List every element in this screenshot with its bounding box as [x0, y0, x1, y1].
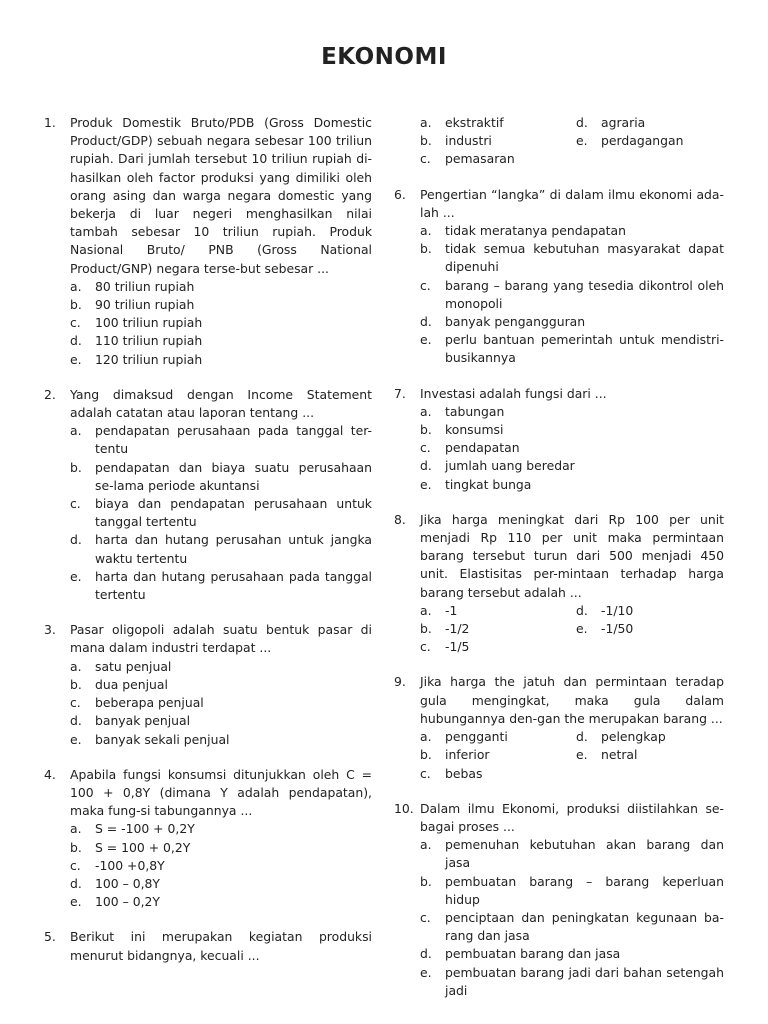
answer-option: [70, 676, 372, 694]
option-text: 120 triliun rupiah: [95, 351, 203, 367]
answer-option: [576, 728, 666, 746]
right-column: [394, 114, 724, 1000]
answer-option: [420, 620, 576, 638]
question-number: 3.: [44, 622, 56, 638]
option-letter: b.: [70, 459, 82, 475]
option-text: jumlah uang beredar: [445, 458, 575, 474]
question-5: [44, 928, 372, 964]
option-letter: b.: [420, 241, 432, 257]
answer-option: [70, 875, 372, 893]
question-stem: [394, 800, 724, 836]
option-letter: a.: [420, 115, 432, 130]
option-letter: d.: [420, 314, 432, 330]
option-text: S = 100 + 0,2Y: [95, 839, 191, 855]
question-stem: [394, 511, 724, 602]
option-letter: a.: [70, 821, 82, 837]
option-letter: c.: [420, 440, 431, 456]
option-text: -100 +0,8Y: [95, 857, 165, 873]
question-7: [394, 385, 724, 494]
answer-option-row: [420, 728, 724, 746]
option-letter: c.: [420, 277, 431, 293]
option-text: 100 – 0,2Y: [95, 894, 160, 910]
question-number: 6.: [394, 186, 406, 202]
answer-option: [70, 296, 372, 314]
answer-option: [576, 132, 683, 150]
option-letter: a.: [420, 223, 432, 239]
option-letter: e.: [576, 621, 588, 637]
option-letter: a.: [420, 729, 432, 745]
question-number: 9.: [394, 674, 406, 690]
option-letter: c.: [70, 695, 81, 711]
option-text: konsumsi: [445, 422, 504, 438]
question-number: 4.: [44, 766, 56, 782]
option-letter: e.: [576, 133, 588, 149]
answer-option: [576, 620, 633, 638]
answer-option: [420, 728, 576, 746]
question-stem: [394, 673, 724, 728]
answer-option: [70, 314, 372, 332]
answer-option: [70, 531, 372, 567]
question-text: Jika harga meningkat dari Rp 100 per unit menjadi Rp 110 per unit maka permintaan barang tersebut turun dari 500 menjadi 450 unit. Elastisitas per-mintaan terhadap harga barang tersebut adalah ...: [420, 511, 724, 600]
option-letter: d.: [420, 458, 432, 474]
answer-option: [70, 332, 372, 350]
answer-option: [420, 638, 576, 656]
answer-option: [420, 964, 724, 1000]
option-text: banyak pengangguran: [445, 314, 586, 330]
answer-option: [420, 476, 724, 494]
answer-option: [576, 638, 601, 656]
answer-option-row: [420, 620, 724, 638]
answer-option: [420, 945, 724, 963]
option-letter: c.: [420, 765, 431, 781]
option-letter: e.: [70, 568, 82, 584]
question-number: 7.: [394, 385, 406, 401]
option-letter: a.: [70, 658, 82, 674]
question-stem: [394, 186, 724, 222]
option-letter: c.: [420, 639, 431, 655]
option-text: 110 triliun rupiah: [95, 333, 203, 349]
option-letter: d.: [70, 532, 82, 548]
answer-option: [420, 873, 724, 909]
question-2: [44, 386, 372, 604]
answer-option: [420, 240, 724, 276]
option-letter: a.: [70, 423, 82, 439]
question-text: Yang dimaksud dengan Income Statement adalah catatan atau laporan tentang ...: [70, 386, 372, 421]
option-text: biaya dan pendapatan perusahaan untuk tanggal tertentu: [95, 496, 372, 530]
answer-option: [70, 495, 372, 531]
option-letter: e.: [420, 964, 432, 980]
question-number: 5.: [44, 929, 56, 945]
option-text: pendapatan dan biaya suatu perusahaan se-lama periode akuntansi: [95, 459, 372, 493]
answer-option: [420, 836, 724, 872]
option-text: pembuatan barang – barang keperluan hidup: [445, 873, 724, 907]
option-text: 80 triliun rupiah: [95, 278, 195, 294]
option-letter: d.: [576, 115, 588, 130]
option-text: banyak sekali penjual: [95, 731, 230, 747]
option-text: netral: [601, 747, 638, 763]
option-text: tabungan: [445, 403, 505, 419]
option-text: industri: [445, 133, 492, 149]
answer-option: [420, 114, 576, 132]
question-stem: [44, 386, 372, 422]
option-letter: a.: [70, 278, 82, 294]
option-text: ekstraktif: [445, 115, 504, 130]
option-letter: e.: [70, 351, 82, 367]
question-5-options: [394, 114, 724, 169]
option-text: barang – barang yang tesedia dikontrol oleh monopoli: [445, 277, 724, 311]
option-text: beberapa penjual: [95, 695, 204, 711]
answer-option-row: [420, 114, 724, 132]
question-text: Jika harga the jatuh dan permintaan teradap gula mengingkat, maka gula dalam hubungannya den-gan the merupakan barang ...: [420, 674, 724, 726]
option-letter: b.: [70, 297, 82, 313]
option-text: perlu bantuan pemerintah untuk mendistri-busikannya: [445, 332, 724, 366]
option-text: pembuatan barang jadi dari bahan setengah jadi: [445, 964, 724, 998]
question-text: Produk Domestik Bruto/PDB (Gross Domestic Product/GDP) sebuah negara sebesar 100 triliun rupiah. Dari jumlah tersebut 10 triliun rupiah di-hasilkan oleh factor produksi yang dimiliki oleh orang asing dan warga negara domestic yang bekerja di luar negeri menghasilkan nilai tambah sebesar 10 triliun rupiah. Produk Nasional Bruto/ PNB (Gross National Product/GNP) negara terse-but sebesar ...: [70, 115, 372, 276]
answer-option: [576, 765, 601, 783]
option-text: 90 triliun rupiah: [95, 297, 195, 313]
question-text: Pasar oligopoli adalah suatu bentuk pasar di mana dalam industri terdapat ...: [70, 622, 372, 656]
option-letter: a.: [420, 837, 432, 853]
answer-option: [420, 439, 724, 457]
option-letter: c.: [70, 315, 81, 331]
answer-option: [420, 277, 724, 313]
option-text: pengganti: [445, 729, 508, 745]
option-letter: [576, 638, 601, 656]
option-text: pendapatan: [445, 440, 520, 456]
option-letter: d.: [576, 602, 588, 618]
option-letter: b.: [420, 133, 432, 149]
answer-option: [420, 132, 576, 150]
question-text: Dalam ilmu Ekonomi, produksi diistilahkan se-bagai proses ...: [420, 800, 724, 834]
option-text: -1: [445, 602, 458, 618]
option-letter: e.: [576, 747, 588, 763]
question-stem: [394, 385, 724, 403]
option-letter: [576, 765, 601, 783]
answer-option-row: [420, 746, 724, 764]
question-text: Apabila fungsi konsumsi ditunjukkan oleh C = 100 + 0,8Y (dimana Y adalah pendapatan), maka fung-si tabungannya ...: [70, 766, 372, 819]
option-text: -1/10: [601, 602, 634, 618]
answer-option-row: [420, 132, 724, 150]
question-number: 1.: [44, 115, 56, 130]
answer-option: [70, 459, 372, 495]
question-8: [394, 511, 724, 657]
answer-option: [420, 457, 724, 475]
option-letter: [576, 150, 601, 168]
option-text: 100 – 0,8Y: [95, 875, 160, 891]
option-text: pemenuhan kebutuhan akan barang dan jasa: [445, 837, 724, 871]
option-letter: a.: [420, 403, 432, 419]
answer-option-row: [420, 602, 724, 620]
option-text: penciptaan dan peningkatan kegunaan ba-rang dan jasa: [445, 909, 724, 944]
answer-option: [420, 602, 576, 620]
answer-option: [576, 150, 601, 168]
answer-option: [420, 150, 576, 168]
option-letter: b.: [420, 747, 432, 763]
answer-option: [70, 820, 372, 838]
page-title: EKONOMI: [321, 44, 447, 70]
answer-option: [420, 403, 724, 421]
answer-option: [70, 351, 372, 369]
option-text: 100 triliun rupiah: [95, 315, 203, 331]
answer-option-row: [420, 638, 724, 656]
answer-option: [420, 331, 724, 367]
option-letter: b.: [70, 676, 82, 692]
question-text: Berikut ini merupakan kegiatan produksi menurut bidangnya, kecuali ...: [70, 929, 372, 963]
question-stem: [44, 621, 372, 657]
option-text: inferior: [445, 747, 490, 763]
option-text: S = -100 + 0,2Y: [95, 821, 195, 837]
question-number: 8.: [394, 511, 406, 527]
question-10: [394, 800, 724, 1000]
option-text: pemasaran: [445, 151, 515, 167]
answer-option: [576, 746, 637, 764]
answer-option: [70, 712, 372, 730]
option-text: harta dan hutang perusahan untuk jangka waktu tertentu: [95, 532, 372, 566]
answer-option: [420, 222, 724, 240]
option-text: -1/50: [601, 621, 634, 637]
question-4: [44, 766, 372, 912]
option-text: tingkat bunga: [445, 476, 532, 492]
answer-option: [70, 422, 372, 458]
question-number: 2.: [44, 386, 56, 402]
option-letter: d.: [70, 713, 82, 729]
option-letter: e.: [420, 476, 432, 492]
option-text: tidak semua kebutuhan masyarakat dapat dipenuhi: [445, 241, 724, 275]
question-3: [44, 621, 372, 748]
option-text: satu penjual: [95, 658, 172, 674]
answer-option: [70, 731, 372, 749]
answer-option: [70, 568, 372, 604]
question-stem: [44, 114, 372, 278]
option-text: dua penjual: [95, 676, 168, 692]
option-text: harta dan hutang perusahaan pada tanggal tertentu: [95, 568, 372, 603]
answer-option: [576, 602, 633, 620]
option-text: agraria: [601, 115, 646, 130]
answer-option: [70, 278, 372, 296]
answer-option: [420, 313, 724, 331]
option-letter: b.: [420, 422, 432, 438]
option-letter: c.: [420, 909, 431, 925]
answer-option: [70, 694, 372, 712]
question-1: [44, 114, 372, 369]
question-9: [394, 673, 724, 782]
answer-option: [70, 893, 372, 911]
option-text: -1/5: [445, 639, 470, 655]
option-letter: e.: [70, 894, 82, 910]
left-column: [44, 114, 372, 965]
answer-option-row: [420, 150, 724, 168]
option-letter: b.: [70, 839, 82, 855]
option-letter: d.: [576, 729, 588, 745]
option-text: pembuatan barang dan jasa: [445, 946, 621, 962]
option-letter: d.: [70, 875, 82, 891]
option-letter: b.: [420, 873, 432, 889]
answer-option: [420, 765, 576, 783]
answer-option: [70, 658, 372, 676]
option-text: tidak meratanya pendapatan: [445, 223, 626, 239]
option-text: bebas: [445, 765, 483, 781]
question-stem: [44, 766, 372, 821]
option-text: banyak penjual: [95, 713, 191, 729]
option-letter: b.: [420, 621, 432, 637]
question-text: Pengertian “langka” di dalam ilmu ekonomi ada-lah ...: [420, 186, 724, 220]
option-letter: c.: [420, 151, 431, 167]
option-text: perdagangan: [601, 133, 684, 149]
answer-option: [420, 746, 576, 764]
answer-option: [420, 909, 724, 945]
answer-option: [576, 114, 645, 132]
option-letter: e.: [70, 731, 82, 747]
option-text: pelengkap: [601, 729, 666, 745]
option-letter: d.: [70, 333, 82, 349]
option-letter: a.: [420, 602, 432, 618]
question-stem: [44, 928, 372, 964]
option-letter: c.: [70, 496, 81, 512]
answer-option: [70, 839, 372, 857]
option-text: -1/2: [445, 621, 470, 637]
question-number: 10.: [394, 800, 414, 816]
option-letter: c.: [70, 857, 81, 873]
answer-option: [70, 857, 372, 875]
option-letter: d.: [420, 946, 432, 962]
option-letter: e.: [420, 332, 432, 348]
question-6: [394, 186, 724, 368]
option-text: pendapatan perusahaan pada tanggal ter-tentu: [95, 423, 372, 457]
question-text: Investasi adalah fungsi dari ...: [420, 385, 607, 401]
answer-option: [420, 421, 724, 439]
answer-option-row: [420, 765, 724, 783]
